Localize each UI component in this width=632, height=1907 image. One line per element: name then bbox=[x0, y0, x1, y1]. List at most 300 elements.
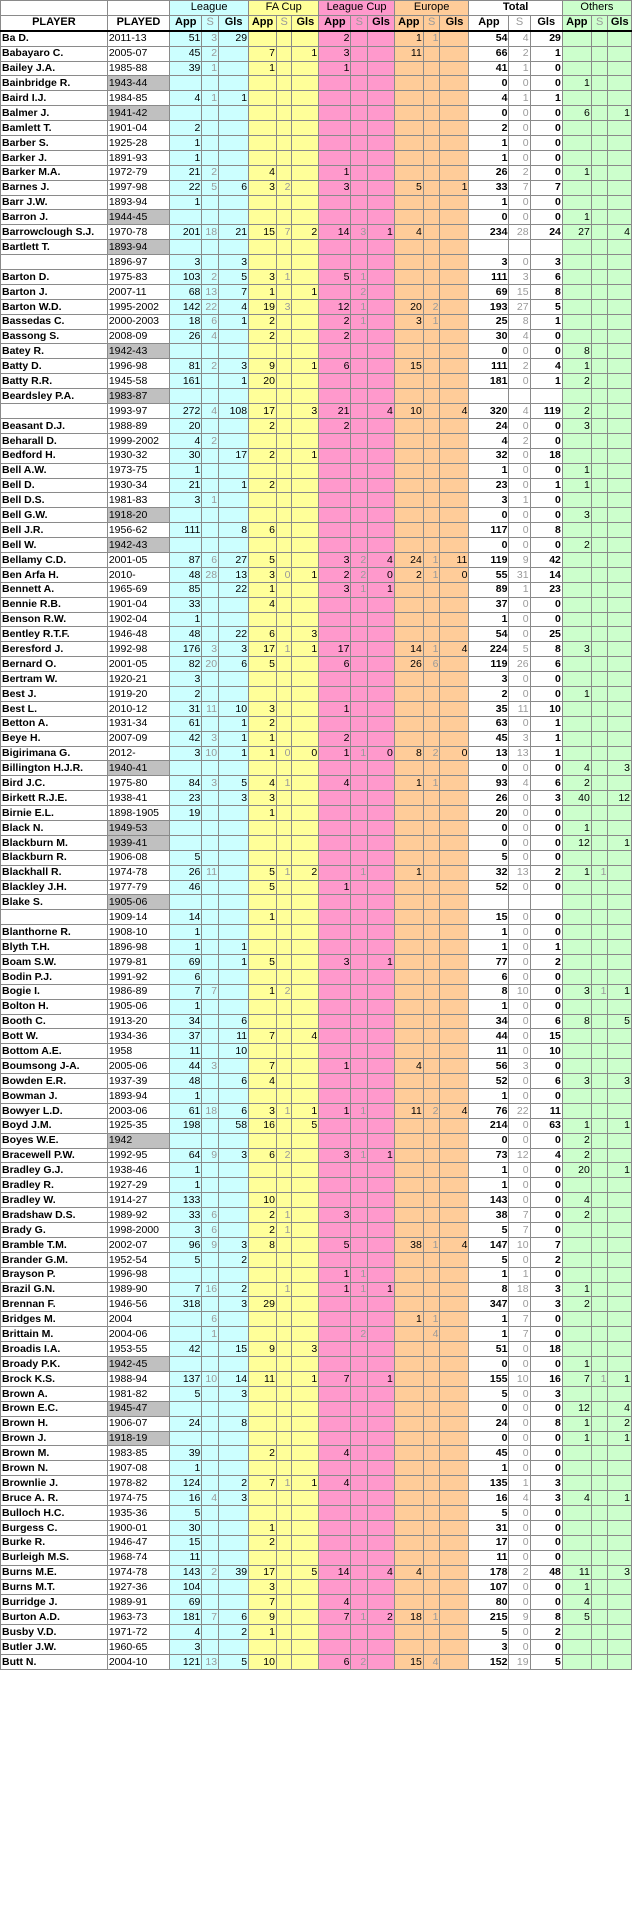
europe-apps bbox=[394, 374, 423, 389]
played-years: 1953-55 bbox=[107, 1342, 169, 1357]
fa-cup-subs bbox=[276, 195, 292, 210]
league-cup-apps bbox=[319, 1252, 351, 1267]
league-cup-apps bbox=[319, 999, 351, 1014]
others-subs bbox=[591, 1416, 608, 1431]
league-cup-apps bbox=[319, 106, 351, 121]
league-cup-subs bbox=[351, 121, 368, 136]
others-subs bbox=[591, 433, 608, 448]
total-apps: 320 bbox=[469, 404, 509, 419]
europe-goals bbox=[440, 508, 469, 523]
league-cup-subs bbox=[351, 1595, 368, 1610]
total-goals: 3 bbox=[530, 1491, 562, 1506]
league-cup-goals bbox=[368, 121, 395, 136]
europe-subs bbox=[423, 1446, 440, 1461]
others-goals: 1 bbox=[608, 1163, 632, 1178]
others-goals bbox=[608, 404, 632, 419]
played-years: 1952-54 bbox=[107, 1252, 169, 1267]
played-years: 1963-73 bbox=[107, 1610, 169, 1625]
played-years: 2007-09 bbox=[107, 731, 169, 746]
europe-subs bbox=[423, 433, 440, 448]
europe-subs bbox=[423, 686, 440, 701]
europe-subs bbox=[423, 463, 440, 478]
league-subs bbox=[202, 612, 219, 627]
others-goals bbox=[608, 955, 632, 970]
fa-cup-apps: 2 bbox=[249, 478, 277, 493]
total-apps: 32 bbox=[469, 865, 509, 880]
fa-cup-goals bbox=[292, 969, 319, 984]
europe-subs bbox=[423, 910, 440, 925]
league-cup-apps: 3 bbox=[319, 1208, 351, 1223]
player-name: Betton A. bbox=[1, 716, 108, 731]
fa-cup-apps bbox=[249, 1461, 277, 1476]
league-goals bbox=[219, 463, 249, 478]
fa-cup-goals bbox=[292, 1297, 319, 1312]
league-subs bbox=[202, 1476, 219, 1491]
fa-cup-apps bbox=[249, 1089, 277, 1104]
fa-cup-subs bbox=[276, 121, 292, 136]
table-row bbox=[1, 1550, 632, 1565]
europe-apps bbox=[394, 433, 423, 448]
league-cup-subs bbox=[351, 984, 368, 999]
played-years: 1999-2002 bbox=[107, 433, 169, 448]
fa-cup-goals bbox=[292, 1237, 319, 1252]
total-apps: 6 bbox=[469, 969, 509, 984]
europe-apps bbox=[394, 761, 423, 776]
league-apps: 1 bbox=[170, 612, 202, 627]
table-row bbox=[1, 1565, 632, 1580]
player-name: Bogie I. bbox=[1, 984, 108, 999]
fa-cup-subs bbox=[276, 1461, 292, 1476]
app-header: App bbox=[562, 15, 591, 30]
league-subs bbox=[202, 820, 219, 835]
fa-cup-apps: 1 bbox=[249, 806, 277, 821]
total-goals: 1 bbox=[530, 91, 562, 106]
europe-goals bbox=[440, 806, 469, 821]
fa-cup-apps bbox=[249, 150, 277, 165]
league-cup-subs bbox=[351, 1461, 368, 1476]
league-cup-goals bbox=[368, 761, 395, 776]
league-goals bbox=[219, 1327, 249, 1342]
app-header: App bbox=[394, 15, 423, 30]
europe-apps: 4 bbox=[394, 1565, 423, 1580]
europe-subs bbox=[423, 791, 440, 806]
others-apps bbox=[562, 552, 591, 567]
others-goals bbox=[608, 418, 632, 433]
league-apps: 1 bbox=[170, 1089, 202, 1104]
league-apps bbox=[170, 389, 202, 404]
fa-cup-subs bbox=[276, 999, 292, 1014]
league-cup-apps bbox=[319, 508, 351, 523]
league-goals: 15 bbox=[219, 1342, 249, 1357]
europe-goals bbox=[440, 195, 469, 210]
fa-cup-apps: 5 bbox=[249, 552, 277, 567]
league-cup-goals bbox=[368, 1103, 395, 1118]
league-subs bbox=[202, 716, 219, 731]
europe-apps: 1 bbox=[394, 776, 423, 791]
player-name: Birkett R.J.E. bbox=[1, 791, 108, 806]
total-subs: 0 bbox=[509, 806, 530, 821]
league-subs bbox=[202, 1014, 219, 1029]
played-years: 1974-78 bbox=[107, 1565, 169, 1580]
player-name: Bell W. bbox=[1, 538, 108, 553]
fa-cup-apps bbox=[249, 1639, 277, 1654]
europe-subs bbox=[423, 1178, 440, 1193]
league-cup-goals bbox=[368, 433, 395, 448]
fa-cup-apps bbox=[249, 1133, 277, 1148]
europe-goals: 4 bbox=[440, 1237, 469, 1252]
europe-subs bbox=[423, 627, 440, 642]
total-goals: 0 bbox=[530, 820, 562, 835]
player-name: Bainbridge R. bbox=[1, 76, 108, 91]
others-apps: 20 bbox=[562, 1163, 591, 1178]
others-apps bbox=[562, 925, 591, 940]
europe-subs: 2 bbox=[423, 746, 440, 761]
league-cup-goals: 1 bbox=[368, 1282, 395, 1297]
table-row bbox=[1, 1639, 632, 1654]
league-subs: 13 bbox=[202, 1654, 219, 1669]
europe-apps bbox=[394, 1550, 423, 1565]
league-cup-goals: 4 bbox=[368, 1565, 395, 1580]
fa-cup-apps bbox=[249, 210, 277, 225]
total-goals: 1 bbox=[530, 716, 562, 731]
total-subs: 0 bbox=[509, 686, 530, 701]
total-goals: 0 bbox=[530, 806, 562, 821]
player-name: Barber S. bbox=[1, 136, 108, 151]
europe-goals bbox=[440, 835, 469, 850]
fa-cup-subs bbox=[276, 1520, 292, 1535]
played-column-header: PLAYED bbox=[107, 15, 169, 30]
played-years: 1977-79 bbox=[107, 880, 169, 895]
europe-goals bbox=[440, 1565, 469, 1580]
played-years: 1908-10 bbox=[107, 925, 169, 940]
league-apps: 121 bbox=[170, 1654, 202, 1669]
fa-cup-subs bbox=[276, 612, 292, 627]
europe-goals bbox=[440, 1133, 469, 1148]
total-subs: 4 bbox=[509, 404, 530, 419]
league-cup-apps: 1 bbox=[319, 61, 351, 76]
sub-header: S bbox=[423, 15, 440, 30]
league-goals bbox=[219, 1312, 249, 1327]
league-goals: 1 bbox=[219, 940, 249, 955]
fa-cup-subs bbox=[276, 46, 292, 61]
player-name: Bracewell P.W. bbox=[1, 1148, 108, 1163]
others-apps bbox=[562, 612, 591, 627]
league-cup-goals bbox=[368, 880, 395, 895]
total-goals: 5 bbox=[530, 1654, 562, 1669]
league-apps: 1 bbox=[170, 1461, 202, 1476]
table-row bbox=[1, 106, 632, 121]
league-subs bbox=[202, 1357, 219, 1372]
total-subs: 22 bbox=[509, 1103, 530, 1118]
others-goals bbox=[608, 1535, 632, 1550]
europe-apps bbox=[394, 835, 423, 850]
others-apps: 2 bbox=[562, 404, 591, 419]
others-goals bbox=[608, 716, 632, 731]
league-cup-goals bbox=[368, 1178, 395, 1193]
total-subs: 4 bbox=[509, 31, 530, 46]
others-subs bbox=[591, 493, 608, 508]
others-subs bbox=[591, 1044, 608, 1059]
fa-cup-goals bbox=[292, 1223, 319, 1238]
fa-cup-goals bbox=[292, 716, 319, 731]
others-goals: 1 bbox=[608, 1371, 632, 1386]
app-header: App bbox=[469, 15, 509, 30]
league-subs bbox=[202, 791, 219, 806]
europe-subs bbox=[423, 448, 440, 463]
fa-cup-goals bbox=[292, 508, 319, 523]
league-cup-goals bbox=[368, 940, 395, 955]
fa-cup-apps bbox=[249, 389, 277, 404]
player-name: Burke R. bbox=[1, 1535, 108, 1550]
league-cup-apps: 5 bbox=[319, 270, 351, 285]
played-years: 2010- bbox=[107, 567, 169, 582]
table-row bbox=[1, 627, 632, 642]
league-cup-goals bbox=[368, 1029, 395, 1044]
europe-goals bbox=[440, 270, 469, 285]
fa-cup-goals: 1 bbox=[292, 642, 319, 657]
played-years: 1935-36 bbox=[107, 1505, 169, 1520]
fa-cup-subs: 1 bbox=[276, 642, 292, 657]
league-goals: 3 bbox=[219, 1237, 249, 1252]
total-apps: 0 bbox=[469, 106, 509, 121]
league-goals bbox=[219, 344, 249, 359]
europe-apps bbox=[394, 1029, 423, 1044]
league-cup-subs bbox=[351, 1520, 368, 1535]
others-goals bbox=[608, 284, 632, 299]
europe-subs bbox=[423, 46, 440, 61]
europe-apps bbox=[394, 1520, 423, 1535]
fa-cup-goals bbox=[292, 195, 319, 210]
europe-goals bbox=[440, 910, 469, 925]
league-cup-apps bbox=[319, 1431, 351, 1446]
player-name: Burns M.E. bbox=[1, 1565, 108, 1580]
fa-cup-subs bbox=[276, 76, 292, 91]
europe-subs bbox=[423, 1297, 440, 1312]
league-cup-subs bbox=[351, 538, 368, 553]
player-name: Barron J. bbox=[1, 210, 108, 225]
others-goals bbox=[608, 820, 632, 835]
europe-apps bbox=[394, 448, 423, 463]
table-row bbox=[1, 195, 632, 210]
league-apps: 39 bbox=[170, 1446, 202, 1461]
table-row bbox=[1, 180, 632, 195]
table-row bbox=[1, 299, 632, 314]
fa-cup-goals bbox=[292, 1580, 319, 1595]
league-cup-subs: 1 bbox=[351, 1148, 368, 1163]
total-apps bbox=[469, 389, 509, 404]
europe-subs bbox=[423, 210, 440, 225]
player-name bbox=[1, 255, 108, 270]
league-subs bbox=[202, 150, 219, 165]
total-goals: 0 bbox=[530, 210, 562, 225]
fa-cup-goals: 5 bbox=[292, 1565, 319, 1580]
total-subs: 8 bbox=[509, 314, 530, 329]
others-apps bbox=[562, 121, 591, 136]
europe-goals bbox=[440, 880, 469, 895]
others-goals bbox=[608, 1654, 632, 1669]
fa-cup-apps: 10 bbox=[249, 1193, 277, 1208]
fa-cup-apps: 2 bbox=[249, 448, 277, 463]
total-subs: 0 bbox=[509, 940, 530, 955]
total-goals: 2 bbox=[530, 1625, 562, 1640]
fa-cup-subs bbox=[276, 925, 292, 940]
league-goals: 3 bbox=[219, 642, 249, 657]
league-apps: 7 bbox=[170, 1282, 202, 1297]
total-goals: 0 bbox=[530, 969, 562, 984]
fa-cup-goals: 1 bbox=[292, 284, 319, 299]
league-apps: 96 bbox=[170, 1237, 202, 1252]
league-subs bbox=[202, 597, 219, 612]
league-cup-subs bbox=[351, 404, 368, 419]
league-apps: 51 bbox=[170, 31, 202, 46]
total-goals: 8 bbox=[530, 284, 562, 299]
others-subs bbox=[591, 657, 608, 672]
league-cup-goals bbox=[368, 910, 395, 925]
fa-cup-goals bbox=[292, 91, 319, 106]
others-goals: 1 bbox=[608, 1431, 632, 1446]
fa-cup-subs bbox=[276, 1044, 292, 1059]
league-subs bbox=[202, 136, 219, 151]
total-subs: 0 bbox=[509, 1431, 530, 1446]
others-apps: 1 bbox=[562, 1580, 591, 1595]
others-apps bbox=[562, 389, 591, 404]
fa-cup-goals: 1 bbox=[292, 359, 319, 374]
others-subs bbox=[591, 925, 608, 940]
player-name: Barrowclough S.J. bbox=[1, 225, 108, 240]
league-cup-apps: 4 bbox=[319, 1595, 351, 1610]
table-row bbox=[1, 523, 632, 538]
played-years: 1981-82 bbox=[107, 1386, 169, 1401]
total-goals: 18 bbox=[530, 448, 562, 463]
player-name: Burton A.D. bbox=[1, 1610, 108, 1625]
league-subs bbox=[202, 448, 219, 463]
total-subs: 0 bbox=[509, 76, 530, 91]
total-goals: 8 bbox=[530, 642, 562, 657]
europe-goals bbox=[440, 1520, 469, 1535]
sub-header: S bbox=[509, 15, 530, 30]
table-row bbox=[1, 508, 632, 523]
others-apps: 1 bbox=[562, 478, 591, 493]
league-cup-subs: 1 bbox=[351, 314, 368, 329]
league-cup-subs bbox=[351, 1237, 368, 1252]
league-apps: 1 bbox=[170, 136, 202, 151]
europe-goals bbox=[440, 1074, 469, 1089]
total-apps: 5 bbox=[469, 850, 509, 865]
others-subs bbox=[591, 225, 608, 240]
fa-cup-subs bbox=[276, 91, 292, 106]
fa-cup-goals: 5 bbox=[292, 1118, 319, 1133]
league-cup-apps bbox=[319, 1223, 351, 1238]
fa-cup-apps: 1 bbox=[249, 984, 277, 999]
player-name: Barr J.W. bbox=[1, 195, 108, 210]
league-cup-apps bbox=[319, 1178, 351, 1193]
europe-apps bbox=[394, 1089, 423, 1104]
others-apps bbox=[562, 1550, 591, 1565]
total-subs: 0 bbox=[509, 106, 530, 121]
europe-apps bbox=[394, 672, 423, 687]
league-cup-apps: 3 bbox=[319, 180, 351, 195]
others-apps bbox=[562, 1059, 591, 1074]
fa-cup-subs bbox=[276, 1565, 292, 1580]
played-years: 1941-42 bbox=[107, 106, 169, 121]
league-goals bbox=[219, 1357, 249, 1372]
played-header-spacer bbox=[107, 1, 169, 16]
total-subs: 0 bbox=[509, 1118, 530, 1133]
fa-cup-apps: 1 bbox=[249, 284, 277, 299]
others-subs bbox=[591, 1595, 608, 1610]
total-goals: 1 bbox=[530, 46, 562, 61]
league-apps: 14 bbox=[170, 910, 202, 925]
league-goals: 8 bbox=[219, 1416, 249, 1431]
fa-cup-goals bbox=[292, 1327, 319, 1342]
league-cup-apps bbox=[319, 627, 351, 642]
fa-cup-goals bbox=[292, 1252, 319, 1267]
total-subs: 26 bbox=[509, 657, 530, 672]
league-cup-subs bbox=[351, 106, 368, 121]
others-subs bbox=[591, 999, 608, 1014]
total-apps: 37 bbox=[469, 597, 509, 612]
fa-cup-apps bbox=[249, 686, 277, 701]
table-row bbox=[1, 895, 632, 910]
league-subs bbox=[202, 210, 219, 225]
league-subs: 6 bbox=[202, 314, 219, 329]
league-goals bbox=[219, 1178, 249, 1193]
total-subs: 0 bbox=[509, 1014, 530, 1029]
others-apps: 2 bbox=[562, 538, 591, 553]
player-rows bbox=[1, 31, 632, 1669]
table-row bbox=[1, 61, 632, 76]
league-cup-subs: 2 bbox=[351, 567, 368, 582]
league-cup-apps: 1 bbox=[319, 1282, 351, 1297]
played-years: 1946-47 bbox=[107, 1535, 169, 1550]
fa-cup-apps: 4 bbox=[249, 776, 277, 791]
others-goals bbox=[608, 91, 632, 106]
europe-apps bbox=[394, 716, 423, 731]
total-subs: 2 bbox=[509, 46, 530, 61]
others-subs bbox=[591, 1476, 608, 1491]
table-row bbox=[1, 1089, 632, 1104]
others-goals bbox=[608, 523, 632, 538]
fa-cup-goals: 0 bbox=[292, 746, 319, 761]
player-name: Bradley R. bbox=[1, 1178, 108, 1193]
league-subs: 10 bbox=[202, 1371, 219, 1386]
league-cup-subs bbox=[351, 940, 368, 955]
league-subs: 2 bbox=[202, 165, 219, 180]
league-cup-goals bbox=[368, 1059, 395, 1074]
league-goals bbox=[219, 984, 249, 999]
fa-cup-apps bbox=[249, 76, 277, 91]
total-goals: 23 bbox=[530, 582, 562, 597]
europe-apps: 26 bbox=[394, 657, 423, 672]
league-goals bbox=[219, 121, 249, 136]
league-apps: 23 bbox=[170, 791, 202, 806]
table-row bbox=[1, 1074, 632, 1089]
fa-cup-apps bbox=[249, 136, 277, 151]
total-apps: 0 bbox=[469, 1401, 509, 1416]
fa-cup-apps: 5 bbox=[249, 880, 277, 895]
europe-subs: 2 bbox=[423, 1103, 440, 1118]
fa-cup-subs bbox=[276, 1550, 292, 1565]
fa-cup-apps: 17 bbox=[249, 642, 277, 657]
others-goals bbox=[608, 270, 632, 285]
others-goals bbox=[608, 1089, 632, 1104]
league-cup-apps bbox=[319, 1029, 351, 1044]
fa-cup-apps bbox=[249, 1401, 277, 1416]
league-subs bbox=[202, 895, 219, 910]
fa-cup-apps bbox=[249, 1491, 277, 1506]
fa-cup-goals bbox=[292, 329, 319, 344]
played-years: 2004-06 bbox=[107, 1327, 169, 1342]
